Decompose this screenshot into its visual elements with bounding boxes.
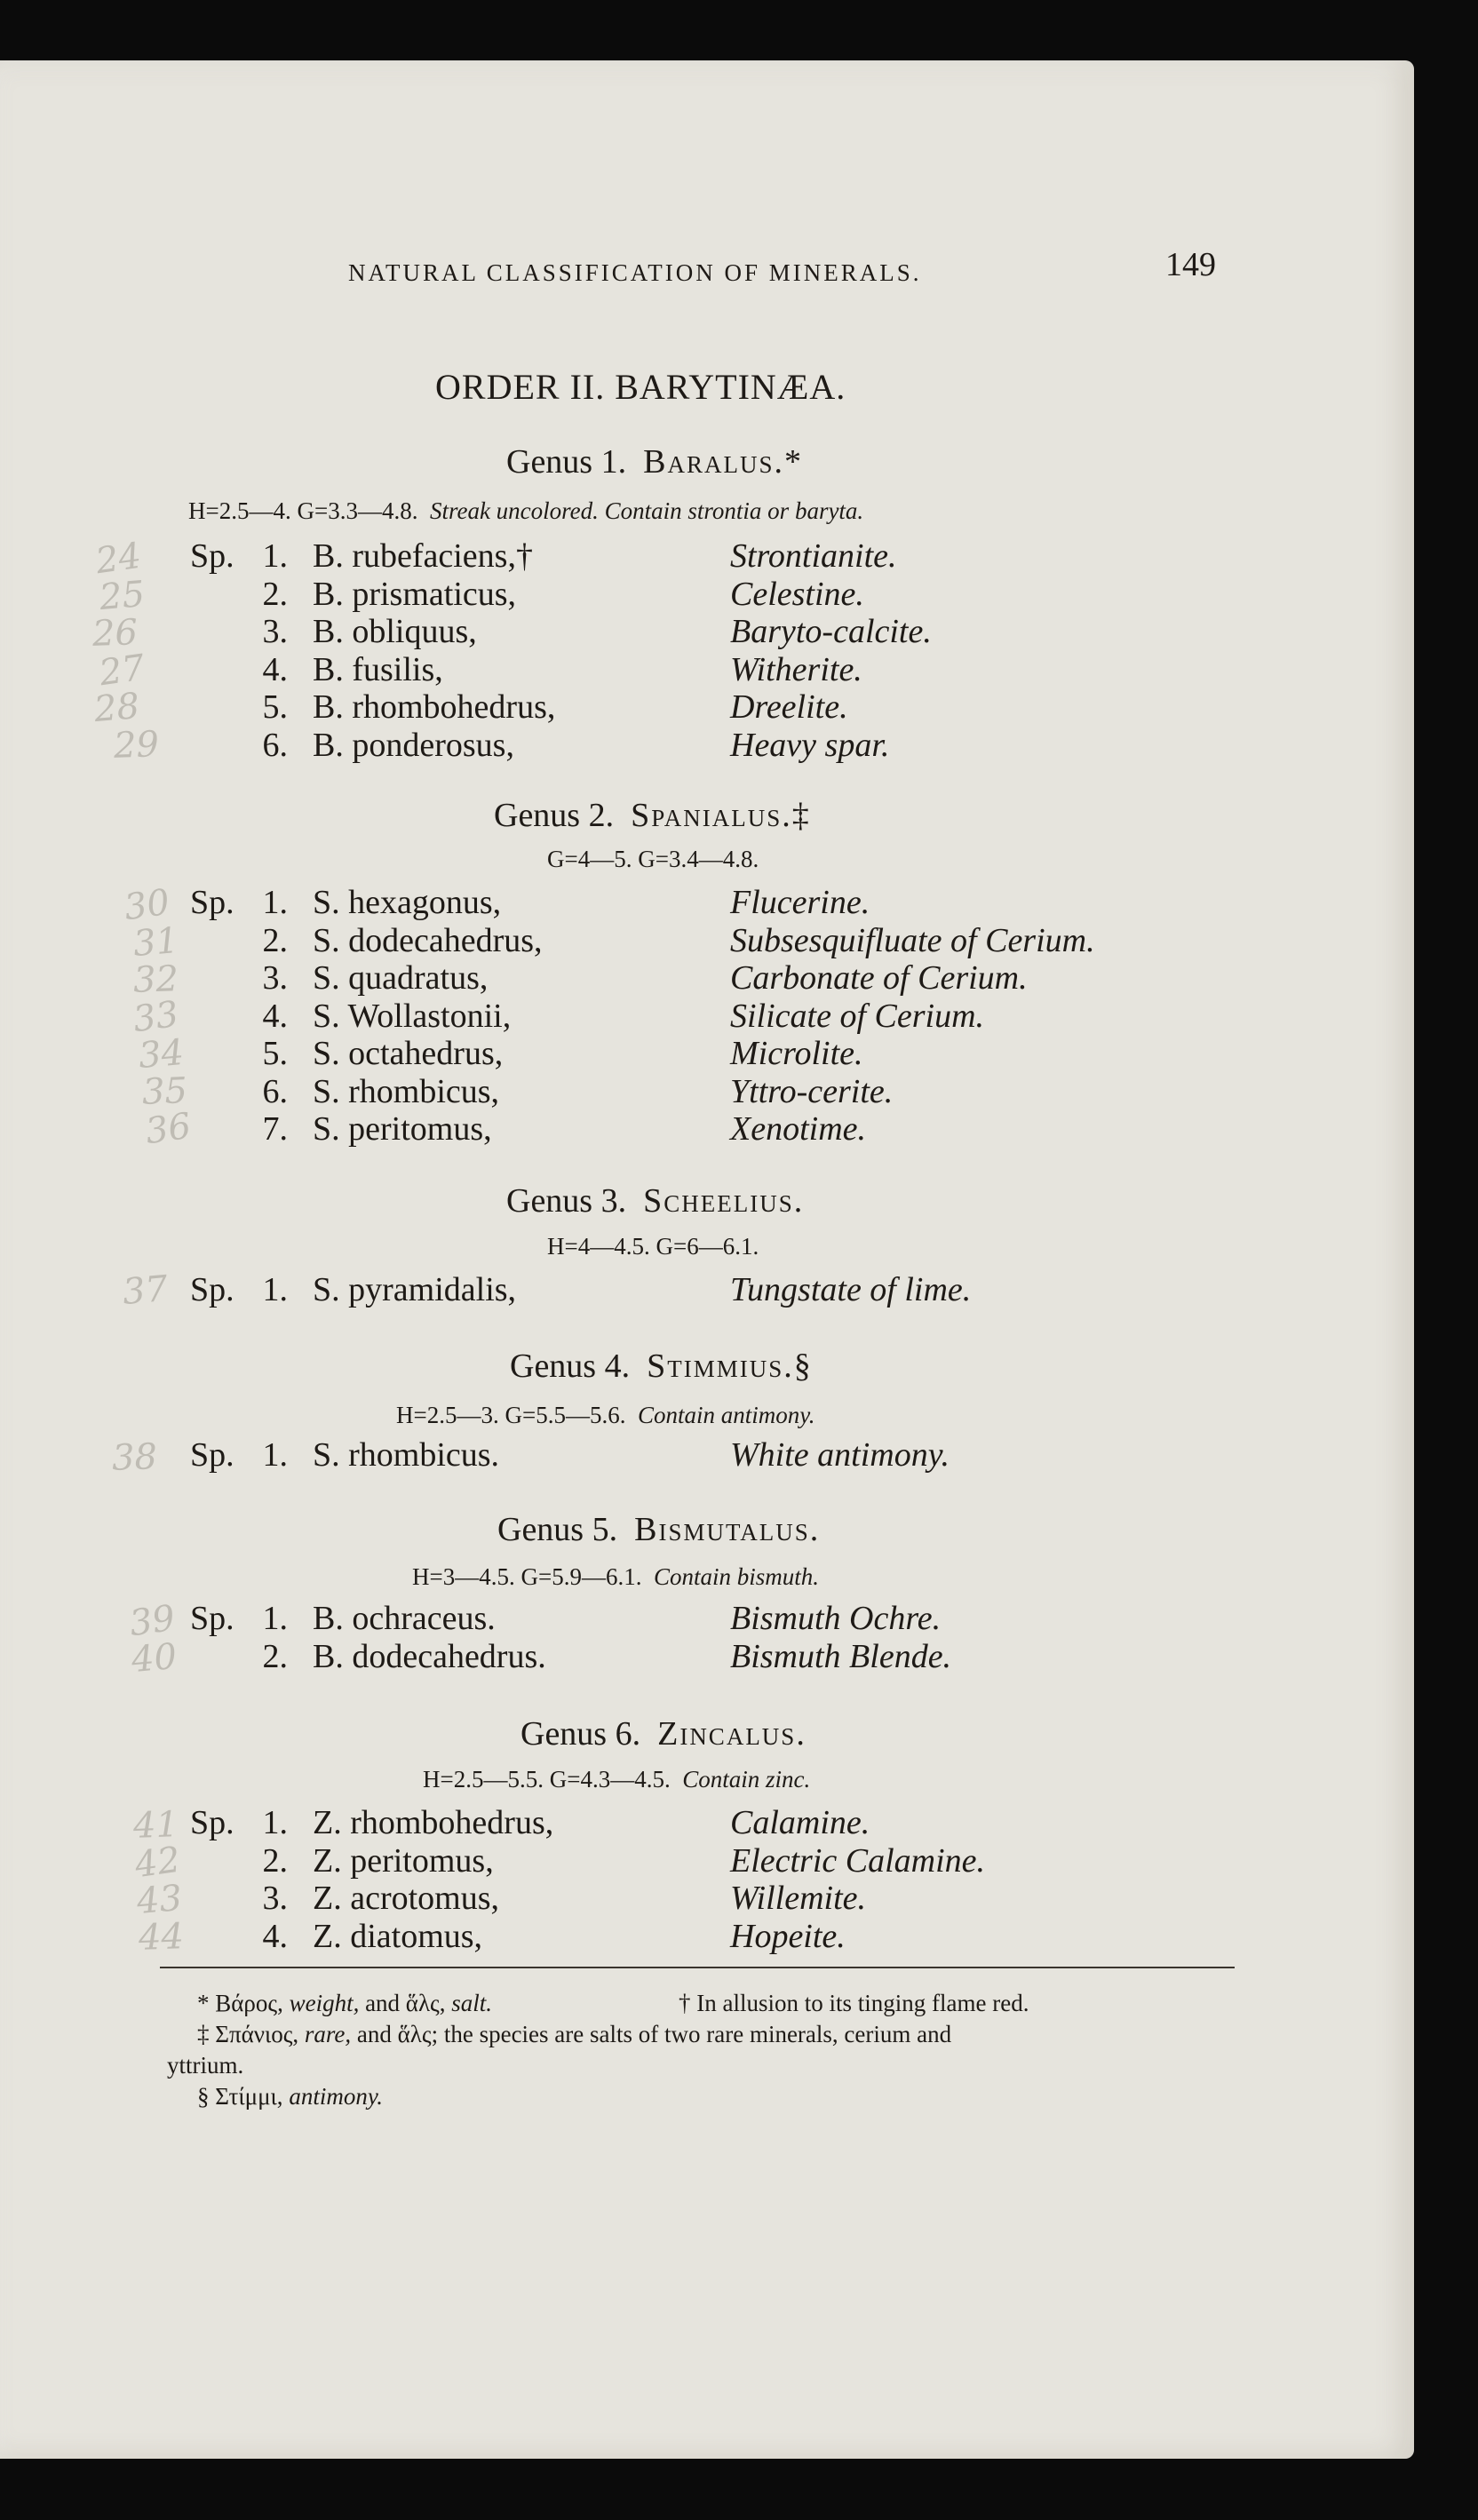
genus-note: Streak uncolored. Contain strontia or baryta. — [429, 497, 864, 524]
species-name: Z. peritomus, — [313, 1841, 494, 1880]
pencil-margin-number: 44 — [138, 1916, 185, 1959]
species-common-name: Tungstate of lime. — [730, 1271, 972, 1308]
species-common-name: Xenotime. — [730, 1110, 867, 1148]
pencil-margin-number: 34 — [137, 1031, 186, 1077]
species-common-name: Celestine. — [730, 575, 864, 613]
species-common-name: Calamine. — [730, 1804, 870, 1841]
genus-number: Genus 3. — [506, 1182, 627, 1220]
hardness-gravity: H=2.5—3. G=5.5—5.6. — [396, 1402, 626, 1428]
footnote-1 — [197, 1990, 492, 2017]
pencil-margin-number: 29 — [113, 724, 160, 767]
species-number: 5. — [262, 1035, 288, 1072]
footnote-2: † In allusion to its tinging flame red. — [679, 1990, 1029, 2016]
hardness-gravity: G=4—5. G=3.4—4.8. — [547, 846, 759, 872]
species-common-name: Bismuth Blende. — [730, 1637, 952, 1675]
genus-heading — [520, 1714, 807, 1753]
species-common-name: Microlite. — [730, 1035, 863, 1072]
genus-note: Contain zinc. — [682, 1766, 811, 1793]
species-number: 3. — [262, 613, 288, 650]
species-number: 4. — [262, 997, 288, 1035]
running-head: NATURAL CLASSIFICATION OF MINERALS. — [348, 259, 922, 286]
footnote-4-greek: § Στίμμι, — [197, 2083, 283, 2110]
species-common-name: Subsesquifluate of Cerium. — [730, 921, 1095, 959]
species-number: 4. — [262, 650, 288, 688]
footnote-3 — [197, 2021, 951, 2048]
species-common-name: Dreelite. — [730, 688, 848, 726]
species-common-name: Bismuth Ochre. — [730, 1600, 942, 1637]
species-number: 3. — [262, 1880, 288, 1917]
genus-heading — [494, 796, 811, 835]
species-common-name: Carbonate of Cerium. — [730, 959, 1028, 997]
species-name: B. fusilis, — [313, 650, 443, 688]
species-name: S. pyramidalis, — [313, 1271, 517, 1308]
genus-note: Contain antimony. — [637, 1402, 815, 1428]
genus-note: Contain bismuth. — [653, 1563, 819, 1590]
species-number: 1. — [262, 1804, 288, 1841]
species-name: Z. rhombohedrus, — [313, 1804, 554, 1841]
genus-properties — [547, 1233, 759, 1260]
genus-heading — [497, 1510, 820, 1549]
species-label: Sp. — [190, 1600, 234, 1637]
species-common-name: Strontianite. — [730, 537, 897, 575]
species-name: B. rhombohedrus, — [313, 688, 556, 726]
species-number: 3. — [262, 959, 288, 997]
footnote-1-weight: weight, — [289, 1990, 360, 2016]
footnote-1-salt: salt. — [451, 1990, 493, 2016]
order-title: ORDER II. BARYTINÆA. — [435, 367, 846, 407]
pencil-margin-number: 41 — [132, 1804, 179, 1847]
footnote-4 — [197, 2083, 383, 2111]
genus-properties — [412, 1563, 819, 1591]
species-label: Sp. — [190, 537, 234, 575]
footnote-1-greek: * Βάρος, — [197, 1990, 283, 2016]
species-common-name: Electric Calamine. — [730, 1841, 986, 1880]
genus-name: Stimmius.§ — [647, 1347, 813, 1385]
pencil-margin-number: 39 — [127, 1597, 178, 1645]
footnote-3-rare: rare, — [304, 2021, 352, 2047]
species-common-name: Heavy spar. — [730, 726, 890, 764]
species-number: 6. — [262, 1072, 288, 1110]
genus-number: Genus 2. — [494, 797, 615, 834]
species-number: 1. — [262, 1271, 288, 1308]
species-name: B. obliquus, — [313, 613, 477, 650]
species-number: 2. — [262, 921, 288, 959]
species-number: 2. — [262, 1841, 288, 1880]
species-number: 1. — [262, 1436, 288, 1474]
genus-name: Zincalus. — [657, 1715, 807, 1753]
species-label: Sp. — [190, 1804, 234, 1841]
pencil-margin-number: 40 — [130, 1635, 179, 1681]
species-common-name: Yttro-cerite. — [730, 1072, 894, 1110]
species-name: S. rhombicus. — [313, 1436, 500, 1474]
species-name: B. prismaticus, — [313, 575, 517, 613]
pencil-margin-number: 28 — [92, 685, 141, 731]
pencil-margin-number: 24 — [93, 535, 144, 583]
species-common-name: Witherite. — [730, 650, 862, 688]
hardness-gravity: H=4—4.5. G=6—6.1. — [547, 1233, 759, 1260]
genus-number: Genus 1. — [506, 443, 627, 481]
genus-heading — [506, 442, 803, 481]
species-name: B. ponderosus, — [313, 726, 514, 764]
species-label: Sp. — [190, 884, 234, 921]
pencil-margin-number: 38 — [111, 1436, 158, 1479]
footnote-1-and: and ἅλς, — [359, 1990, 446, 2016]
species-number: 4. — [262, 1917, 288, 1955]
genus-name: Baralus.* — [643, 443, 803, 481]
pencil-margin-number: 37 — [121, 1268, 170, 1314]
species-name: S. peritomus, — [313, 1110, 492, 1148]
pencil-margin-number: 33 — [131, 993, 181, 1041]
species-name: B. dodecahedrus. — [313, 1637, 546, 1675]
footnote-3-rest: and ἅλς; the species are salts of two rare minerals, cerium and — [351, 2021, 952, 2047]
species-number: 6. — [262, 726, 288, 764]
genus-number: Genus 5. — [497, 1511, 618, 1548]
species-label: Sp. — [190, 1436, 234, 1474]
species-common-name: Willemite. — [730, 1880, 867, 1917]
footnote-3-continued: yttrium. — [167, 2052, 244, 2079]
pencil-margin-number: 26 — [91, 612, 139, 655]
species-name: S. rhombicus, — [313, 1072, 500, 1110]
pencil-margin-number: 35 — [141, 1070, 188, 1113]
genus-name: Bismutalus. — [634, 1511, 821, 1548]
hardness-gravity: H=2.5—4. G=3.3—4.8. — [188, 497, 418, 524]
pencil-margin-number: 30 — [122, 881, 172, 929]
species-common-name: Flucerine. — [730, 884, 870, 921]
species-number: 2. — [262, 1637, 288, 1675]
species-name: S. quadratus, — [313, 959, 489, 997]
pencil-margin-number: 27 — [97, 647, 147, 695]
pencil-margin-number: 42 — [132, 1839, 183, 1887]
genus-name: Spanialus.‡ — [631, 797, 811, 834]
genus-name: Scheelius. — [643, 1182, 805, 1220]
genus-properties — [547, 846, 759, 873]
species-name: B. rubefaciens,† — [313, 537, 533, 575]
species-number: 2. — [262, 575, 288, 613]
species-number: 1. — [262, 537, 288, 575]
genus-properties — [188, 497, 863, 525]
species-name: S. octahedrus, — [313, 1035, 504, 1072]
page-number: 149 — [1165, 246, 1216, 283]
species-common-name: Hopeite. — [730, 1917, 846, 1955]
hardness-gravity: H=2.5—5.5. G=4.3—4.5. — [423, 1766, 671, 1793]
species-number: 1. — [262, 1600, 288, 1637]
genus-number: Genus 6. — [520, 1715, 641, 1753]
species-number: 5. — [262, 688, 288, 726]
pencil-margin-number: 43 — [135, 1877, 184, 1923]
pencil-margin-number: 31 — [131, 919, 180, 966]
species-name: S. hexagonus, — [313, 884, 502, 921]
pencil-margin-number: 32 — [132, 958, 179, 1001]
species-number: 7. — [262, 1110, 288, 1148]
pencil-margin-number: 25 — [98, 573, 147, 619]
genus-heading — [506, 1181, 804, 1220]
genus-heading — [510, 1347, 813, 1386]
species-number: 1. — [262, 884, 288, 921]
species-common-name: Silicate of Cerium. — [730, 997, 985, 1035]
species-name: Z. diatomus, — [313, 1917, 483, 1955]
footnote-3-greek: ‡ Σπάνιος, — [197, 2021, 299, 2047]
footnote-4-antimony: antimony. — [289, 2083, 384, 2110]
genus-properties — [396, 1402, 814, 1429]
hardness-gravity: H=3—4.5. G=5.9—6.1. — [412, 1563, 642, 1590]
species-common-name: White antimony. — [730, 1436, 950, 1474]
genus-properties — [423, 1766, 810, 1793]
species-label: Sp. — [190, 1271, 234, 1308]
species-name: S. dodecahedrus, — [313, 921, 543, 959]
species-name: Z. acrotomus, — [313, 1880, 500, 1917]
species-name: S. Wollastonii, — [313, 997, 512, 1035]
pencil-margin-number: 36 — [143, 1105, 194, 1153]
species-common-name: Baryto-calcite. — [730, 613, 932, 650]
footnote-rule — [160, 1967, 1235, 1968]
genus-number: Genus 4. — [510, 1347, 631, 1385]
species-name: B. ochraceus. — [313, 1600, 496, 1637]
